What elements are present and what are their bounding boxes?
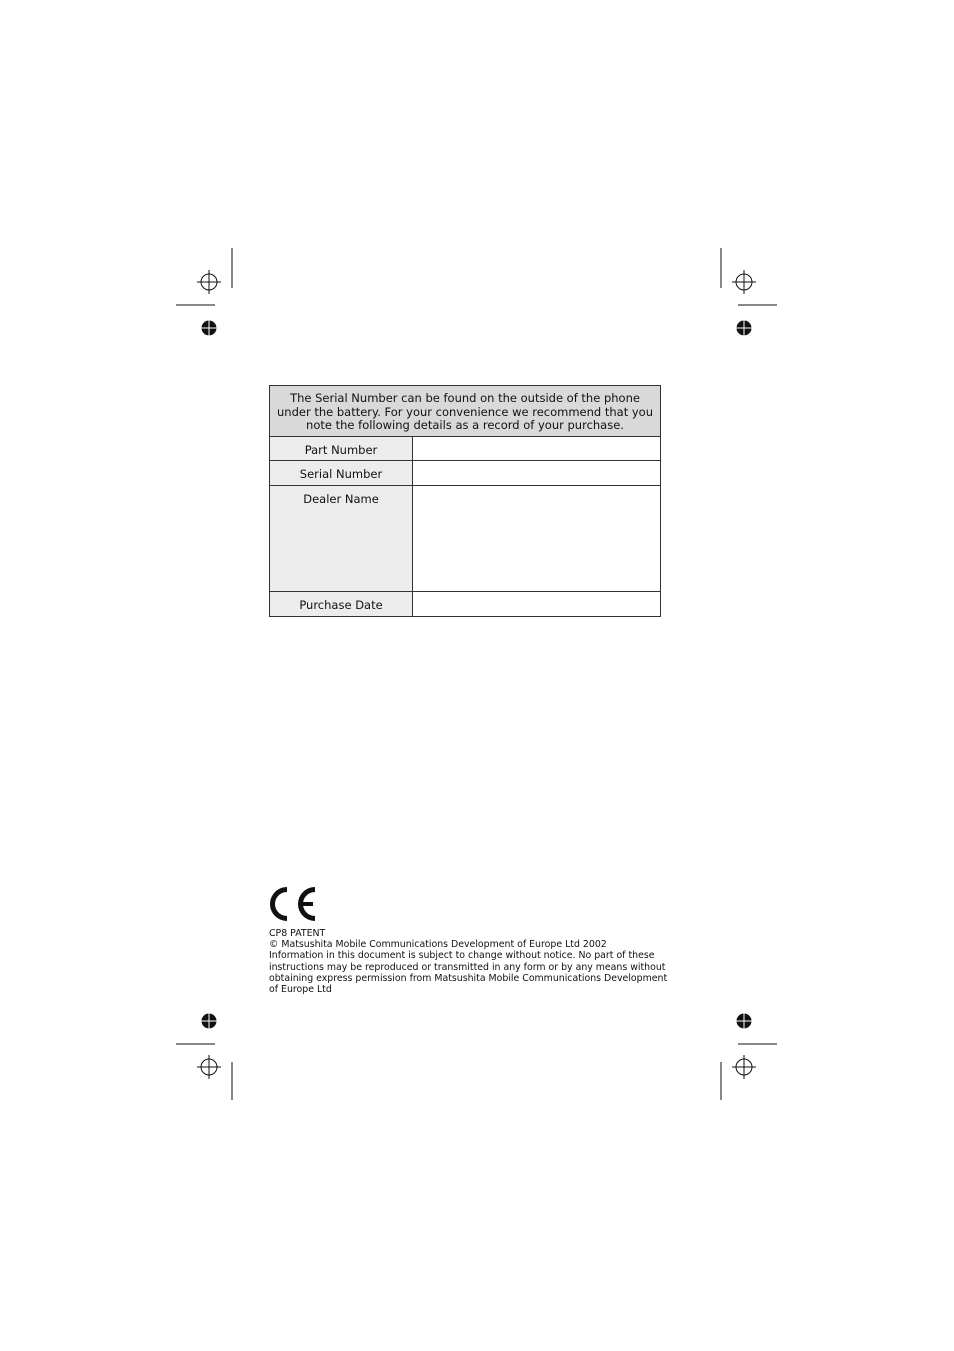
disclaimer-line: of Europe Ltd bbox=[269, 984, 332, 996]
disclaimer-line: Information in this document is subject to change without notice. No part of these bbox=[269, 950, 655, 962]
crosshair-registration-icon bbox=[718, 1006, 778, 1101]
crosshair-registration-icon bbox=[176, 1006, 236, 1101]
registration-mark-bottom-left bbox=[176, 1006, 236, 1101]
purchase-date-field[interactable] bbox=[413, 591, 661, 616]
crosshair-registration-icon bbox=[718, 248, 778, 343]
disclaimer-line: instructions may be reproduced or transmitted in any form or by any means without bbox=[269, 961, 666, 973]
disclaimer-line: obtaining express permission from Matsushita Mobile Communications Development bbox=[269, 972, 668, 984]
record-intro-text: The Serial Number can be found on the outside of the phone under the battery. For your convenience we recommend that you note the following details as a record of your purchase. bbox=[270, 386, 661, 437]
table-row bbox=[270, 591, 661, 616]
registration-mark-top-left bbox=[176, 248, 236, 343]
part-number-label: Part Number bbox=[270, 436, 413, 460]
crosshair-registration-icon bbox=[176, 248, 236, 343]
registration-mark-bottom-right bbox=[718, 1006, 778, 1101]
serial-number-label: Serial Number bbox=[270, 460, 413, 485]
ce-mark-icon bbox=[269, 886, 317, 926]
purchase-date-label: Purchase Date bbox=[270, 591, 413, 616]
dealer-name-label: Dealer Name bbox=[270, 485, 413, 591]
purchase-record-table bbox=[269, 385, 661, 617]
table-row bbox=[270, 460, 661, 485]
legal-footer bbox=[269, 928, 668, 996]
serial-number-field[interactable] bbox=[413, 460, 661, 485]
patent-line: CP8 PATENT bbox=[269, 928, 326, 939]
part-number-field[interactable] bbox=[413, 436, 661, 460]
copyright-line: © Matsushita Mobile Communications Development of Europe Ltd 2002 bbox=[269, 939, 607, 951]
dealer-name-field[interactable] bbox=[413, 485, 661, 591]
table-row bbox=[270, 485, 661, 591]
table-row bbox=[270, 436, 661, 460]
registration-mark-top-right bbox=[718, 248, 778, 343]
